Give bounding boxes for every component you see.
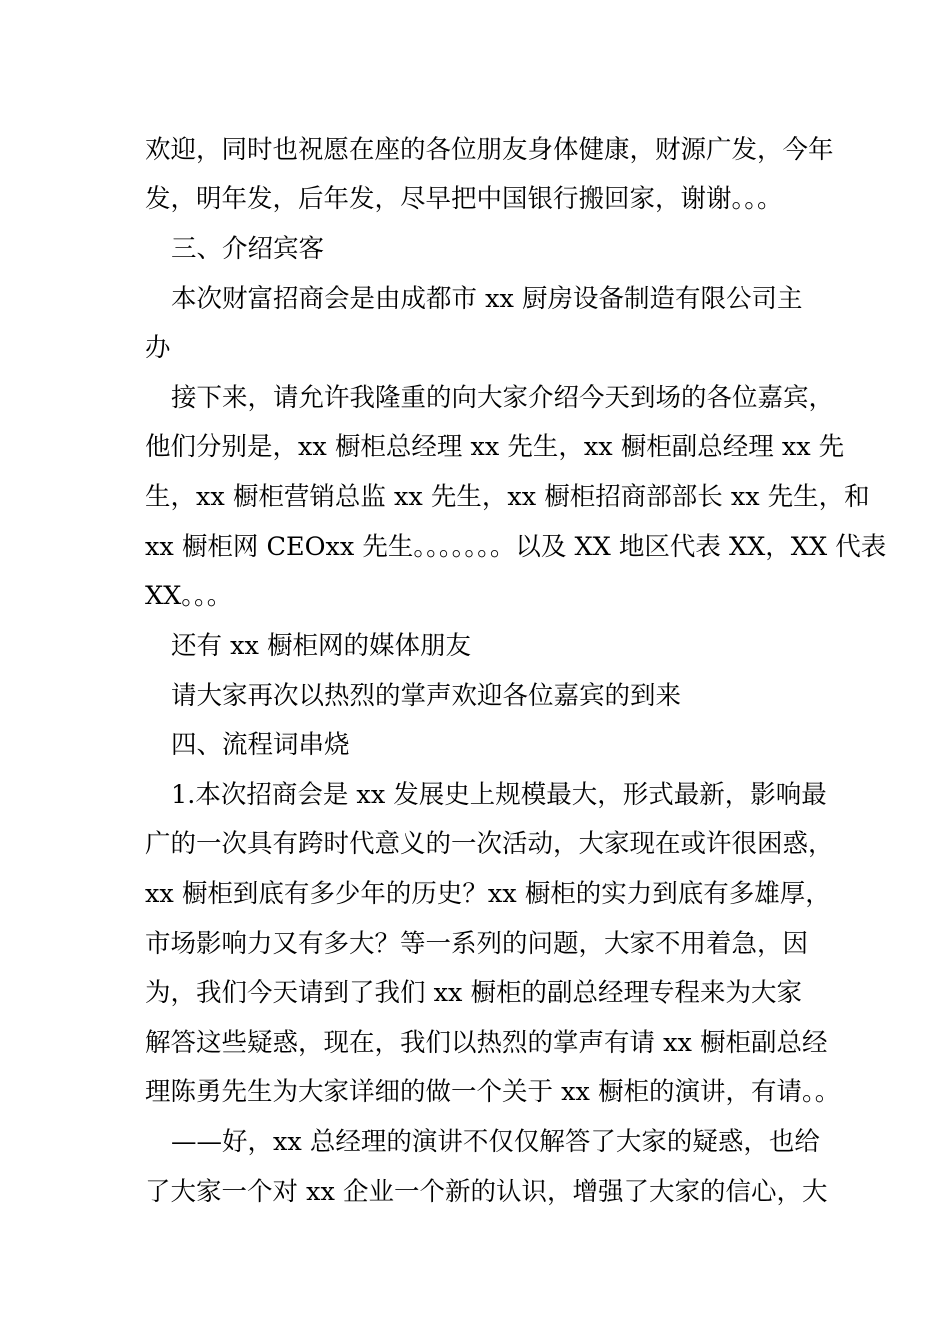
text-line: 解答这些疑惑，现在，我们以热烈的掌声有请 xx 橱柜副总经 (145, 1028, 828, 1058)
text-line: 1.本次招商会是 xx 发展史上规模最大，形式最新，影响最 (171, 780, 827, 810)
text-line: xx 橱柜网 CEOxx 先生。。。。。。。以及 XX 地区代表 XX，XX 代表 (145, 532, 887, 562)
text-line: 理陈勇先生为大家详细的做一个关于 xx 橱柜的演讲，有请。。 (145, 1077, 841, 1107)
text-line: 为，我们今天请到了我们 xx 橱柜的副总经理专程来为大家 (145, 978, 802, 1008)
text-line: 请大家再次以热烈的掌声欢迎各位嘉宾的到来 (171, 681, 682, 711)
text-line: ——好，xx 总经理的演讲不仅仅解答了大家的疑惑，也给 (171, 1127, 820, 1157)
text-line: 接下来，请允许我隆重的向大家介绍今天到场的各位嘉宾， (171, 383, 835, 413)
text-line: XX。。。 (145, 581, 233, 611)
section-heading: 四、流程词串烧 (171, 730, 350, 760)
text-line: xx 橱柜到底有多少年的历史？xx 橱柜的实力到底有多雄厚， (145, 879, 831, 909)
text-line: 生，xx 橱柜营销总监 xx 先生，xx 橱柜招商部部长 xx 先生，和 (145, 482, 870, 512)
text-line: 本次财富招商会是由成都市 xx 厨房设备制造有限公司主 (171, 284, 803, 314)
text-line: 市场影响力又有多大？等一系列的问题，大家不用着急，因 (145, 929, 809, 959)
text-line: 广的一次具有跨时代意义的一次活动，大家现在或许很困惑， (145, 829, 834, 859)
text-line: 他们分别是，xx 橱柜总经理 xx 先生，xx 橱柜副总经理 xx 先 (145, 432, 845, 462)
text-line: 办 (145, 333, 171, 363)
text-line: 欢迎，同时也祝愿在座的各位朋友身体健康，财源广发，今年 (145, 135, 834, 165)
text-line: 发，明年发，后年发，尽早把中国银行搬回家，谢谢。。。 (145, 184, 783, 214)
text-line: 了大家一个对 xx 企业一个新的认识，增强了大家的信心，大 (145, 1177, 828, 1207)
section-heading: 三、介绍宾客 (171, 234, 325, 264)
text-line: 还有 xx 橱柜网的媒体朋友 (171, 631, 471, 661)
